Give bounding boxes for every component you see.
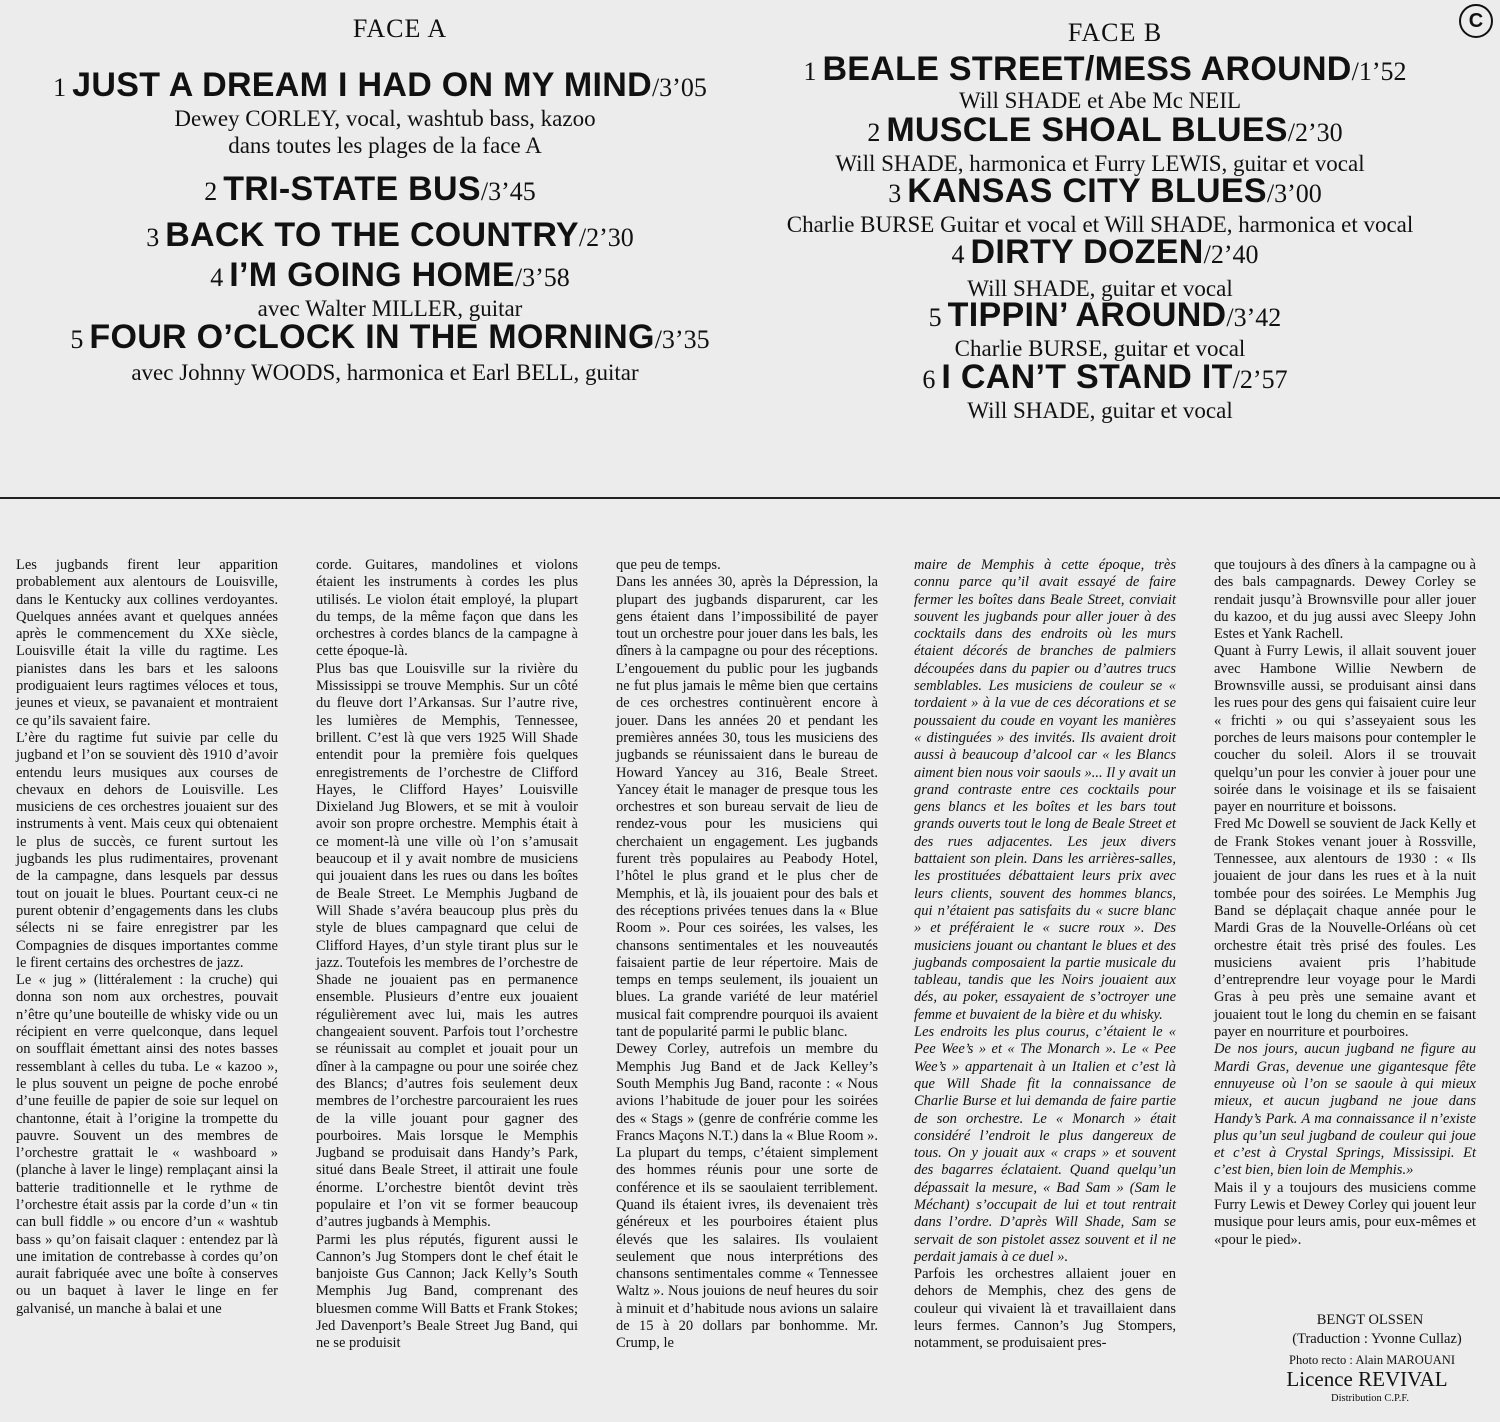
face-b-track-5: 5 TIPPIN’ AROUND/3’42 [928, 296, 1282, 334]
face-b-track-6-credit: Will SHADE, guitar et vocal [967, 398, 1233, 423]
notes-paragraph: Dans les années 30, après la Dépression, la plupart des jugbands disparurent, car les gens étaient dans l’impossibilité de payer tout un orchestre pour jouer dans les bals, les dîners à la campagne ou pour des réceptions. L’engouement du public pour les jugbands ne fut plus jamais le même bien que certains de ces orchestres continuèrent encore à jouer. Dans les années 20 et pendant les premières années 30, tous les musiciens des jugbands se réunissaient dans le bureau de Howard Yancey au 316, Beale Street. Yancey était le manager de presque tous les orchestres et son bureau servait de lieu de rendez-vous pour les musiciens qui cherchaient un engagement. Les jugbands furent très populaires au Peabody Hotel, l’hôtel le plus grand et le plus cher de Memphis, et là, ils jouaient pour des bals et des réceptions privées tenues dans la « Blue Room ». Pour ces soirées, les valses, les chansons sentimentales et les nouveautés faisaient partie de leur répertoire. Mais de temps en temps seulement, ils jouaient un blues. La grande variété de leur matériel musical fait comprendre pourquoi ils avaient tant de popularité parmi le public blanc. [616, 574, 878, 1041]
face-a-track-2: 2 TRI-STATE BUS/3’45 [204, 170, 536, 208]
notes-paragraph: L’ère du ragtime fut suivie par celle du jugband et l’on se souvient dès 1910 d’avoir entendu leurs musiques aux courses de chevaux en dehors de Louisville. Les musiciens de ces orchestres jouaient sur des instruments à vent. Mais ceux qui obtenaient le plus de succès, ce furent surtout les jugbands les plus rudimentaires, provenant de la campagne, dans lesquels par dessus tout on jouait le blues. Pourtant ceux-ci ne purent obtenir d’engagements dans les clubs sélects ni se faire enregistrer par les Compagnies de disques importantes comme le firent certains des orchestres de jazz. [16, 729, 278, 971]
face-b-track-3-credit: Charlie BURSE Guitar et vocal et Will SHADE, harmonica et vocal [786, 212, 1414, 237]
copyright-symbol: C [1459, 4, 1493, 38]
face-b-track-5-credit: Charlie BURSE, guitar et vocal [954, 336, 1246, 361]
face-a-title: FACE A [352, 14, 448, 43]
notes-column-1 [16, 557, 278, 1318]
notes-column-5 [1214, 557, 1476, 1249]
notes-paragraph: Mais il y a toujours des musiciens comme Furry Lewis et Dewey Corley qui jouent leur musique pour leurs amis, pour eux-mêmes et «pour le pied». [1214, 1179, 1476, 1248]
face-a-track-4: 4 I’M GOING HOME/3’58 [210, 256, 570, 294]
notes-paragraph: Quant à Furry Lewis, il allait souvent jouer avec Hambone Willie Newbern de Brownsville aussi, se produisant ainsi dans les rues pour des gens qui faisaient cuire leur « frichti » ou qui s’asseyaient sous les porches de leurs maisons pour contempler le coucher du soleil. Alors il se trouvait quelqu’un pour les convier à jouer pour une soirée dans le voisinage et ils se faisaient payer en nourriture et boissons. [1214, 643, 1476, 816]
face-b-track-2-credit: Will SHADE, harmonica et Furry LEWIS, guitar et vocal [835, 151, 1365, 176]
face-b-track-2: 2 MUSCLE SHOAL BLUES/2’30 [867, 111, 1343, 149]
author-name: BENGT OLSSEN [1316, 1312, 1424, 1328]
distribution-credit: Distribution C.P.F. [1331, 1393, 1409, 1404]
notes-paragraph: que peu de temps. [616, 557, 721, 573]
face-b-track-1: 1 BEALE STREET/MESS AROUND/1’52 [803, 50, 1407, 88]
notes-paragraph: maire de Memphis à cette époque, très connu parce qu’il avait essayé de faire fermer les boîtes dans Beale Street, conviait souvent les jugbands pour aller jouer à des cocktails dans des endroits où les murs étaient décorés de branches de palmiers découpées dans du papier ou d’autres trucs semblables. Les musiciens de couleur se « tordaient » à la vue de ces décorations et se poussaient du coude en voyant les manières « distinguées » des invités. Ils avaient droit aussi à beaucoup d’alcool car « les Blancs aiment bien nous voir saouls »... Il y avait un grand contraste entre ces cocktails pour gens blancs et les boîtes et les bars tout grands ouverts tout le long de Beale Street et des rues adjacentes. Les jeux divers battaient son plein. Dans les arrières-salles, les prostituées débattaient leurs prix avec leurs clients, souvent des hommes blancs, qui n’étaient pas satisfaits du « sucre blanc » et préféraient le « sucre roux ». Des musiciens jouant ou chantant le blues et des jugbands composaient la partie musicale du tableau, tandis que les Noirs jouaient aux dés, au poker, essayaient de s’octroyer une femme et buvaient de la bière et du whisky. [914, 557, 1176, 1023]
notes-column-3 [616, 557, 878, 1353]
face-a-track-5-credit: avec Johnny WOODS, harmonica et Earl BELL, guitar [131, 360, 639, 385]
notes-paragraph: Dewey Corley, autrefois un membre du Memphis Jug Band et de Jack Kelley’s South Memphis Jug Band, raconte : « Nous avions l’habitude de jouer pour les soirées des « Stags » (genre de confrérie comme les Francs Maçons N.T.) dans la « Blue Room ». La plupart du temps, c’étaient simplement des hommes réunis pour une sorte de conférence et ils se saoulaient terriblement. Quand ils étaient ivres, ils devenaient très généreux et les pourboires étaient plus élevés que les salaires. Ils voulaient seulement que nous interprétions des chansons sentimentales comme « Tennessee Waltz ». Nous jouions de neuf heures du soir à minuit et d’habitude nous avions un salaire de 15 à 20 dollars par bonhomme. Mr. Crump, le [616, 1041, 878, 1352]
notes-column-2 [316, 557, 578, 1353]
face-b-title: FACE B [1067, 18, 1163, 47]
notes-paragraph: Fred Mc Dowell se souvient de Jack Kelly et de Frank Stokes venant jouer à Rossville, Tennessee, aux alentours de 1930 : « Ils jouaient de jour dans les rues et à la nuit tombée pour des soirées. Le Memphis Jug Band se déplaçait chaque année pour le Mardi Gras de la Nouvelle-Orléans où cet orchestre était très prisé des foules. Les musiciens avaient pris l’habitude d’entreprendre leur voyage pour le Mardi Gras à peu près une semaine avant et jouaient tout le long du chemin en se faisant payer en nourriture et pourboires. [1214, 816, 1476, 1041]
notes-paragraph: Parmi les plus réputés, figurent aussi le Cannon’s Jug Stompers dont le chef était le banjoiste Gus Cannon; Jack Kelly’s South Memphis Jug Band, comprenant des bluesmen comme Will Batts et Frank Stokes; Jed Davenport’s Beale Street Jug Band, qui ne se produisit [316, 1231, 578, 1352]
photo-credit: Photo recto : Alain MAROUANI [1289, 1353, 1455, 1367]
section-divider [0, 497, 1500, 499]
face-b-track-6: 6 I CAN’T STAND IT/2’57 [922, 358, 1288, 396]
face-a-track-5: 5 FOUR O’CLOCK IN THE MORNING/3’35 [70, 318, 710, 356]
notes-paragraph: Parfois les orchestres allaient jouer en dehors de Memphis, chez des gens de couleur qui vivaient là et travaillaient dans leurs fermes. Cannon’s Jug Stompers, notamment, se produisaient pres- [914, 1266, 1176, 1352]
face-b-track-4-credit: Will SHADE, guitar et vocal [967, 276, 1233, 301]
face-a-track-1-credit-line-1: Dewey CORLEY, vocal, washtub bass, kazoo [174, 106, 596, 131]
notes-paragraph: Le « jug » (littéralement : la cruche) qui donna son nom aux orchestres, pouvait n’être qu’une bouteille de whisky vide ou un récipient en verre quelconque, dans lequel on soufflait émettant ainsi des notes basses ressemblant à celles du tuba. Le « kazoo », le plus souvent un peigne de poche enrobé d’une feuille de papier de soie sur lequel on chantonne, était à l’origine la trompette du pauvre. Souvent un des membres de l’orchestre grattait le « washboard » (planche à laver le linge) remplaçant ainsi la batterie traditionnelle et le rythme de l’orchestre était assis par la corde d’un « tin can bull fiddle » ou encore d’un « washtub bass » qu’on faisait claquer : entendez par là une imitation de contrebasse à cordes qu’on aurait fabriquée avec une boîte à conserves ou un baquet à laver le linge en fer galvanisé, un manche à balai et une [16, 972, 278, 1317]
translation-credit: (Traduction : Yvonne Cullaz) [1292, 1331, 1462, 1347]
notes-column-4 [914, 557, 1176, 1353]
face-b-track-3: 3 KANSAS CITY BLUES/3’00 [888, 172, 1322, 210]
notes-paragraph: De nos jours, aucun jugband ne figure au Mardi Gras, devenue une gigantesque fête ennuyeuse où l’on se saoule à qui mieux mieux, et aucun jugband ne joue dans Handy’s Park. A ma connaissance il n’existe plus qu’un seul jugband de couleur qui joue et c’est à Crystal Springs, Mississipi. Et c’est bien, bien loin de Memphis.» [1214, 1041, 1476, 1179]
licence-label: Licence REVIVAL [1286, 1367, 1448, 1391]
notes-paragraph: Plus bas que Louisville sur la rivière du Mississippi se trouve Memphis. Sur un côté du fleuve dort l’Arkansas. Sur l’autre rive, les lumières de Memphis, Tennessee, brillent. C’est là que vers 1925 Will Shade entendit pour la première fois quelques enregistrements de l’orchestre de Clifford Hayes, le Clifford Hayes’ Louisville Dixieland Jug Blowers, et se mit à vouloir avoir son propre orchestre. Memphis était à ce moment-là une ville où l’on s’amusait beaucoup et il y avait nombre de musiciens qui jouaient dans les rues ou dans les boîtes de Beale Street. Le Memphis Jugband de Will Shade s’avéra beaucoup plus près du style de blues campagnard que celui de Clifford Hayes, d’un style tirant plus sur le jazz. Toutefois les membres de l’orchestre de Shade ne jouaient pas en permanence ensemble. Plusieurs d’entre eux jouaient régulièrement avec lui, mais les autres changeaient souvent. Parfois tout l’orchestre se réunissait au complet et jouait pour un dîner à la campagne ou pour une soirée chez des Blancs; d’autres fois seulement deux membres de l’orchestre parcouraient les rues de la ville jouant pour gagner des pourboires. Mais lorsque le Memphis Jugband se produisait dans Handy’s Park, situé dans Beale Street, il attirait une foule énorme. L’orchestre bientôt devint très populaire et l’on vit se former beaucoup d’autres jugbands à Memphis. [316, 660, 578, 1231]
face-a-track-3: 3 BACK TO THE COUNTRY/2’30 [146, 216, 634, 254]
notes-paragraph: que toujours à des dîners à la campagne ou à des bals campagnards. Dewey Corley se rendait jusqu’à Brownsville pour aller jouer du kazoo, et du jug aussi avec Sleepy John Estes et Yank Rachell. [1214, 557, 1476, 643]
face-b-track-1-credit: Will SHADE et Abe Mc NEIL [958, 88, 1242, 113]
face-a-track-4-credit: avec Walter MILLER, guitar [257, 296, 523, 321]
face-a-track-1-credit-line-2: dans toutes les plages de la face A [228, 133, 542, 158]
face-b-track-4: 4 DIRTY DOZEN/2’40 [951, 233, 1259, 271]
notes-paragraph: corde. Guitares, mandolines et violons étaient les instruments à cordes les plus utilisés. Le violon était employé, la plupart du temps, de la même façon que dans les orchestres à cordes blancs de la campagne à cette époque-là. [316, 557, 578, 660]
notes-paragraph: Les jugbands firent leur apparition probablement aux alentours de Louisville, dans le Kentucky aux collines verdoyantes. Quelques années avant et quelques années après le commencement du XXe siècle, Louisville était la ville du ragtime. Les pianistes dans les bars et les saloons prodiguaient leurs ragtimes véloces et tous, jeunes et vieux, se pavanaient et montraient ce qu’ils savaient faire. [16, 557, 278, 729]
face-a-track-1: 1 JUST A DREAM I HAD ON MY MIND/3’05 [53, 66, 707, 104]
notes-paragraph: Les endroits les plus courus, c’étaient le « Pee Wee’s » et « The Monarch ». Le « Pee Wee’s » appartenait à un Italien et c’est là que Will Shade fit la connaissance de Charlie Burse et lui demanda de faire partie de son orchestre. Le « Monarch » était considéré l’endroit le plus dangereux de tous. On y jouait aux « craps » et souvent des bagarres éclataient. Quand quelqu’un dépassait la mesure, « Bad Sam » (Sam le Méchant) s’occupait de lui et tout rentrait dans l’ordre. D’après Will Shade, Sam se servait de son pistolet assez souvent et il ne perdait jamais à ce duel ». [914, 1024, 1176, 1265]
